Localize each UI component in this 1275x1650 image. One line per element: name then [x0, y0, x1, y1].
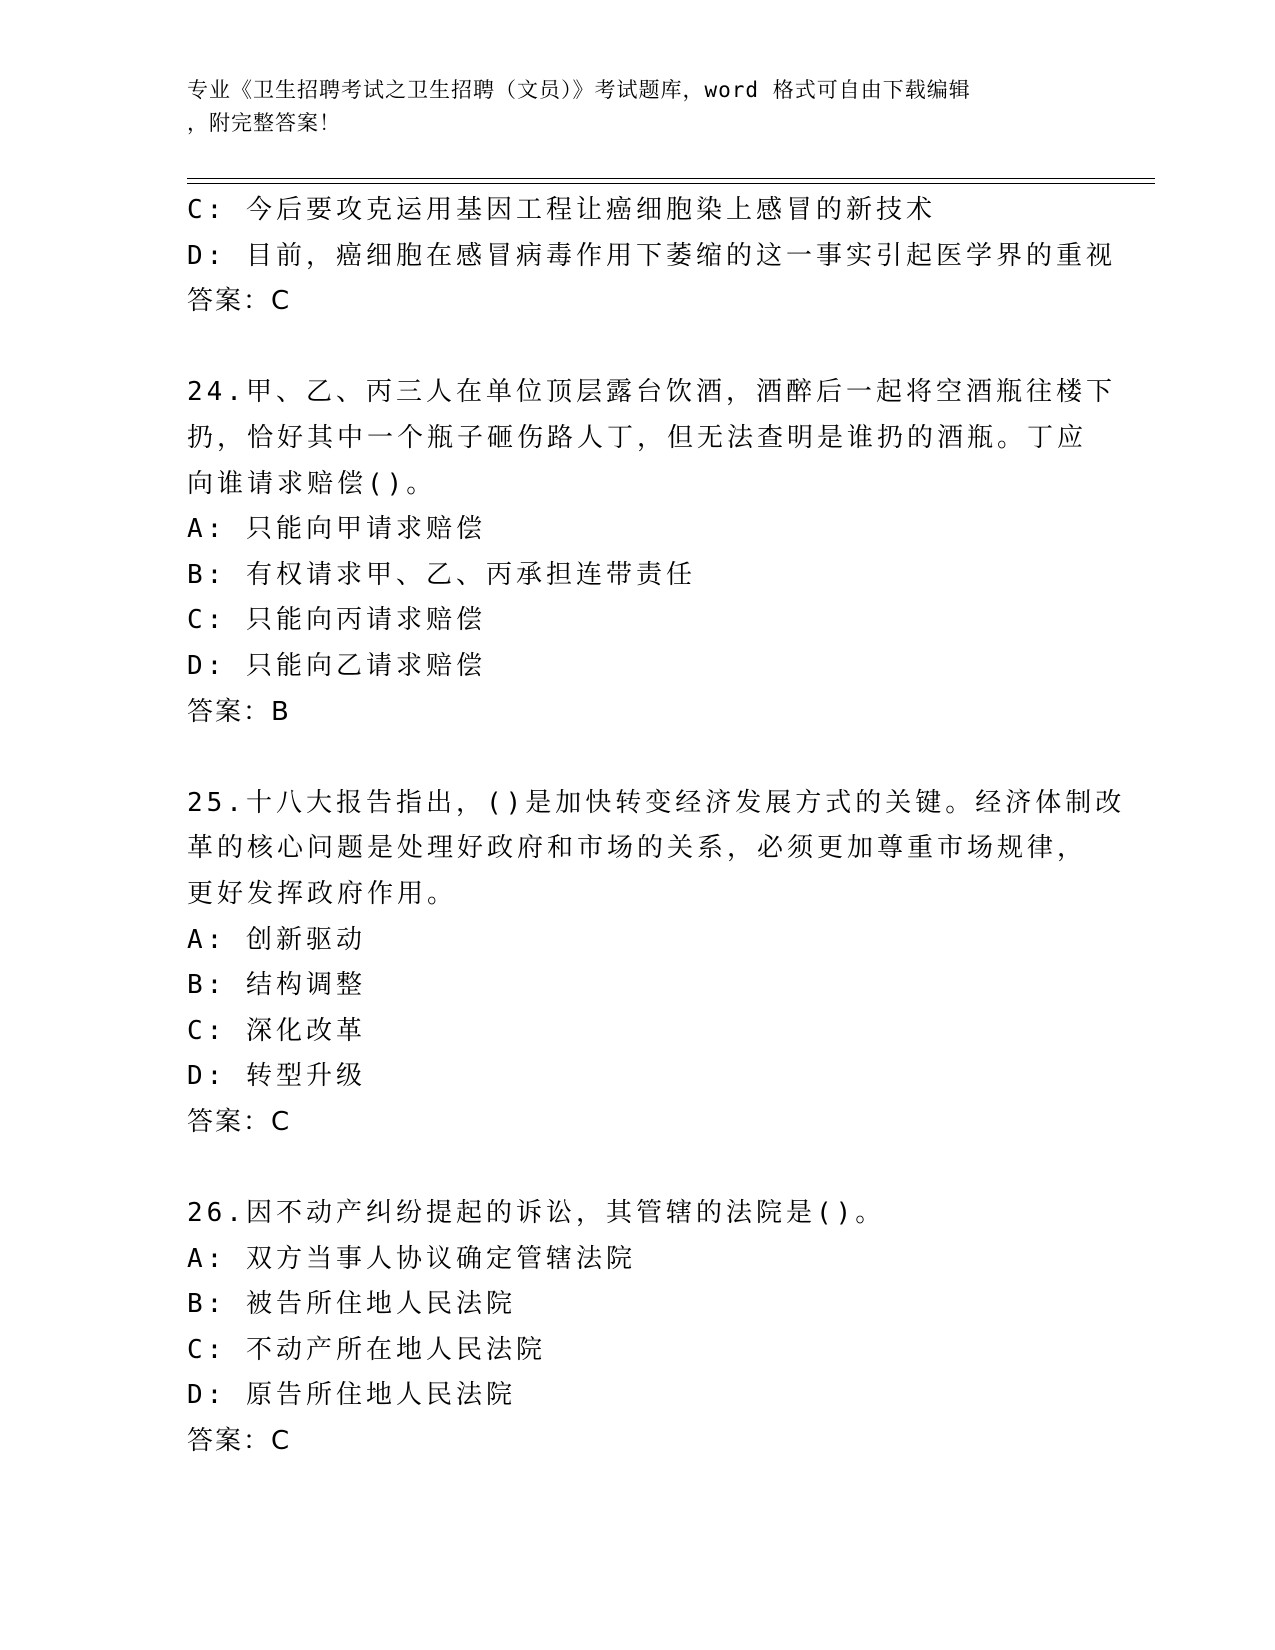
question-stem-line: 25.十八大报告指出，()是加快转变经济发展方式的关键。经济体制改: [187, 787, 1126, 818]
option-d: D: 目前，癌细胞在感冒病毒作用下萎缩的这一事实引起医学界的重视: [187, 240, 1116, 271]
option-c: C: 今后要攻克运用基因工程让癌细胞染上感冒的新技术: [187, 195, 936, 225]
option-c: C: 不动产所在地人民法院: [187, 1334, 546, 1365]
answer: 答案：B: [187, 696, 291, 727]
option-a: A: 创新驱动: [187, 924, 366, 955]
answer: 答案：C: [187, 1426, 292, 1457]
option-a: A: 双方当事人协议确定管辖法院: [187, 1243, 636, 1274]
question-25: [187, 781, 1126, 1146]
option-b: B: 有权请求甲、乙、丙承担连带责任: [187, 559, 696, 590]
question-stem-line: 扔，恰好其中一个瓶子砸伤路人丁，但无法查明是谁扔的酒瓶。丁应: [187, 422, 1088, 453]
option-b: B: 被告所住地人民法院: [187, 1289, 516, 1320]
spacer: [187, 325, 1087, 371]
document-body: [187, 188, 1126, 1465]
question-stem-line: 24.甲、乙、丙三人在单位顶层露台饮酒，酒醉后一起将空酒瓶往楼下: [187, 377, 1116, 408]
option-d: D: 原告所住地人民法院: [187, 1380, 516, 1411]
question-stem-line: 向谁请求赔偿()。: [187, 468, 437, 499]
answer: 答案：C: [187, 286, 292, 317]
option-c: C: 只能向丙请求赔偿: [187, 605, 486, 636]
option-b: B: 结构调整: [187, 970, 366, 1001]
option-d: D: 只能向乙请求赔偿: [187, 650, 486, 681]
option-a: A: 只能向甲请求赔偿: [187, 514, 486, 545]
spacer: [187, 1145, 1087, 1191]
header-line-1: 专业《卫生招聘考试之卫生招聘（文员）》考试题库，word 格式可自由下载编辑: [187, 78, 971, 102]
question-stem-line: 更好发挥政府作用。: [187, 878, 458, 909]
question-stem-line: 26.因不动产纠纷提起的诉讼，其管辖的法院是()。: [187, 1198, 886, 1229]
spacer: [187, 735, 1087, 781]
document-header: [187, 74, 1077, 140]
question-23-continued: [187, 188, 1116, 325]
question-stem-line: 革的核心问题是处理好政府和市场的关系，必须更加尊重市场规律，: [187, 833, 1088, 864]
header-rule-top: [187, 178, 1155, 179]
answer: 答案：C: [187, 1106, 292, 1137]
question-24: [187, 370, 1116, 735]
header-rule-bottom: [187, 183, 1155, 184]
question-26: [187, 1191, 1087, 1465]
header-line-2: ，附完整答案！: [187, 111, 341, 135]
option-c: C: 深化改革: [187, 1015, 366, 1046]
option-d: D: 转型升级: [187, 1061, 366, 1092]
